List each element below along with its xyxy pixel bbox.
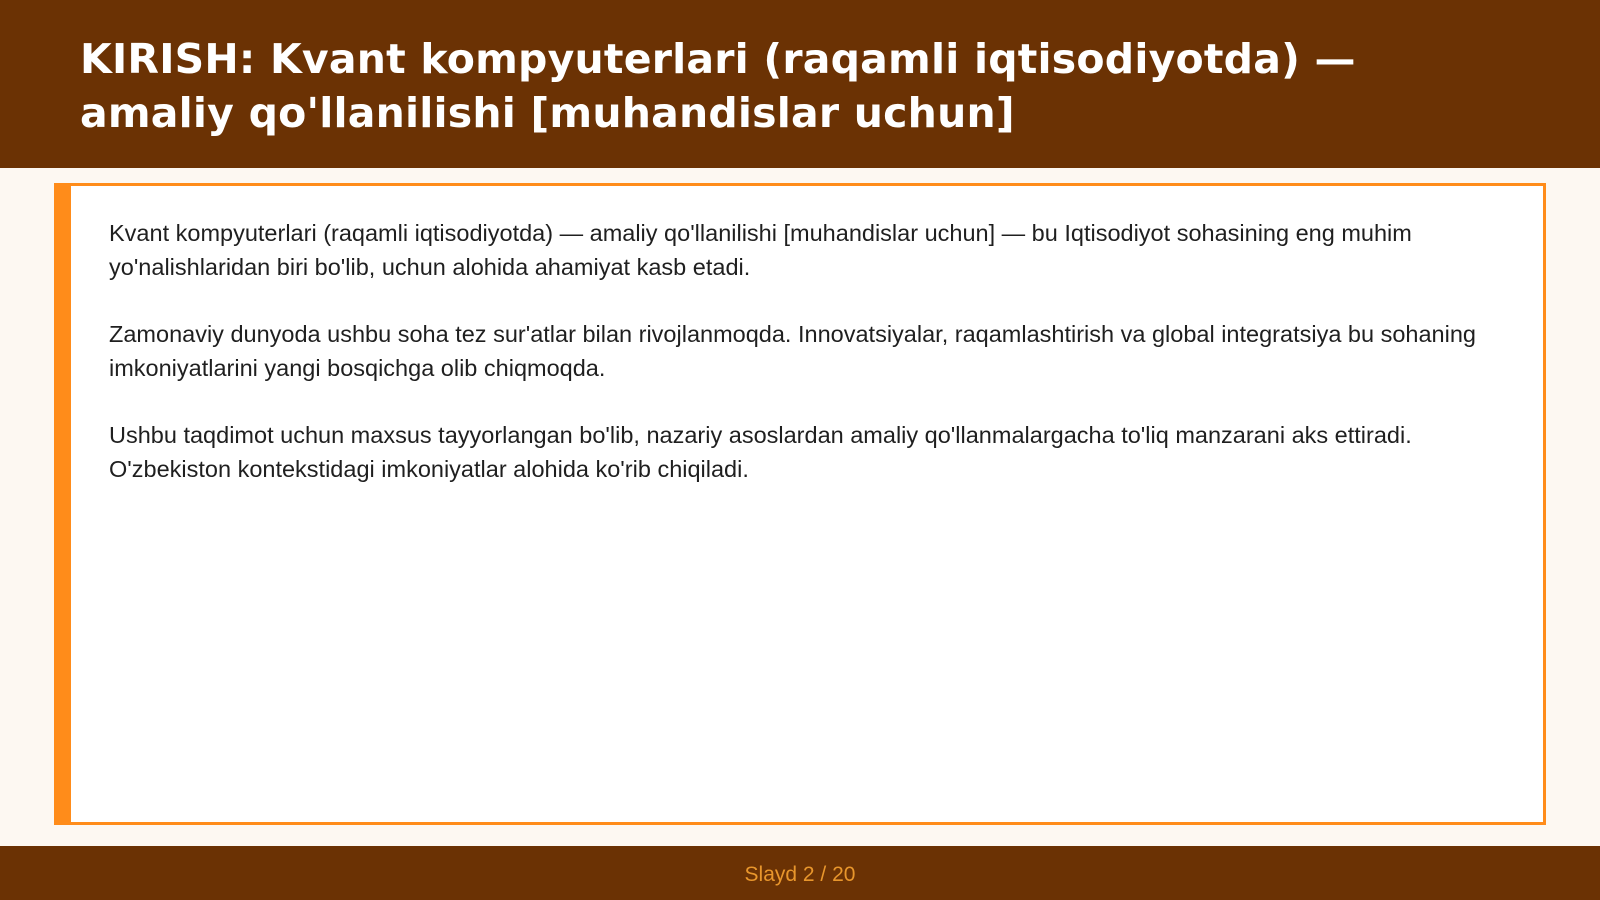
- slide-header: [0, 0, 1600, 168]
- content-paragraph-1: Kvant kompyuterlari (raqamli iqtisodiyotda) — amaliy qo'llanilishi [muhandislar uchun] — bu Iqtisodiyot sohasining eng muhim yo'nalishlaridan biri bo'lib, uchun alohida ahamiyat kasb etadi.: [109, 220, 1412, 280]
- slide-counter: Slayd 2 / 20: [744, 863, 856, 886]
- content-box: [54, 183, 1546, 825]
- slide-footer: [0, 846, 1600, 900]
- content-paragraph-2: Zamonaviy dunyoda ushbu soha tez sur'atlar bilan rivojlanmoqda. Innovatsiyalar, raqamlashtirish va global integratsiya bu sohaning imkoniyatlarini yangi bosqichga olib chiqmoqda.: [109, 321, 1476, 381]
- slide-title: KIRISH: Kvant kompyuterlari (raqamli iqtisodiyotda) — amaliy qo'llanilishi [muhandislar uchun]: [80, 35, 1356, 137]
- content-paragraph-3: Ushbu taqdimot uchun maxsus tayyorlangan bo'lib, nazariy asoslardan amaliy qo'llanmalargacha to'liq manzarani aks ettiradi. O'zbekiston kontekstidagi imkoniyatlar alohida ko'rib chiqiladi.: [109, 422, 1412, 482]
